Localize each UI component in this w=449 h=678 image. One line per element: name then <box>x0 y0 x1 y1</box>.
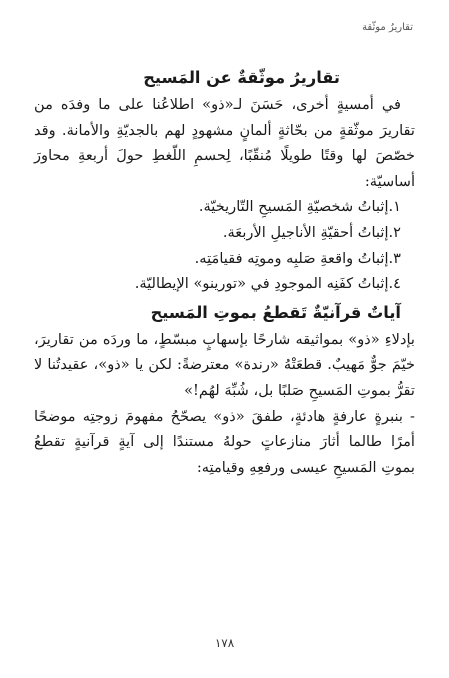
section-heading: تقاريرُ موثّقةٌ عن المَسيح <box>143 68 340 87</box>
list-item: ١.إثباتُ شخصيّةِ المَسيحِ التّاريخيّة. <box>198 198 401 216</box>
section-heading: آياتٌ قرآنيّةٌ تَقطعُ بموتِ المَسيح <box>150 302 401 322</box>
page-number: ١٧٨ <box>214 636 235 650</box>
paragraph: - بنبرةٍ عارفةٍ هادئةٍ، طفقَ «ذو» يصحّحُ مفهومَ زوجتِه موضحًا أمرًا طالما أثارَ منازعاتٍ حولهُ مستندًا إلى آيةٍ قرآنيةٍ تقطعُ بموتِ المَسيحِ عيسى ورفعِهِ وقيامتِه: <box>34 407 415 476</box>
paragraph: بإدلاءِ «ذو» بمواثيقه شارحًا بإسهابٍ مبسّطٍ، ما وردَه من تقاريرَ، خيّمَ جوٌّ مَهيبٌ. قطعَتْهُ «رندة» معترضةً: لكن يا «ذو»، عقيدتُنا لا تقرُّ بموتِ المَسيحِ صَلبًا بل، شُبِّهَ لهُم!» <box>34 330 415 399</box>
text-block <box>34 64 415 480</box>
paragraph: في أمسيةٍ أخرى، حَسَنَ لـ«ذو» اطلاعُنا على ما وفدَه من تقاريرَ موثّقةٍ من بحّاثةٍ ألمانٍ مشهودٍ لهم بالجديّةِ والأمانة. وقد خصّصَ لها وقتًا طويلًا مُنقّبًا، لِحسمِ اللّغطِ حولَ أربعةِ محاورَ أساسيّة: <box>34 96 415 190</box>
list-item: ٢.إثباتُ أحقيّةِ الأناجيلِ الأربعَة. <box>222 223 401 241</box>
list <box>34 194 415 296</box>
running-head: تقاريرُ موثّقة <box>362 22 413 33</box>
list-item: ٣.إثباتُ واقعةِ صَلبِه وموتِه فقيامَتِه. <box>194 249 401 267</box>
list-item: ٤.إثباتُ كفَنِه الموجودِ في «تورينو» الإيطاليّة. <box>134 275 401 293</box>
